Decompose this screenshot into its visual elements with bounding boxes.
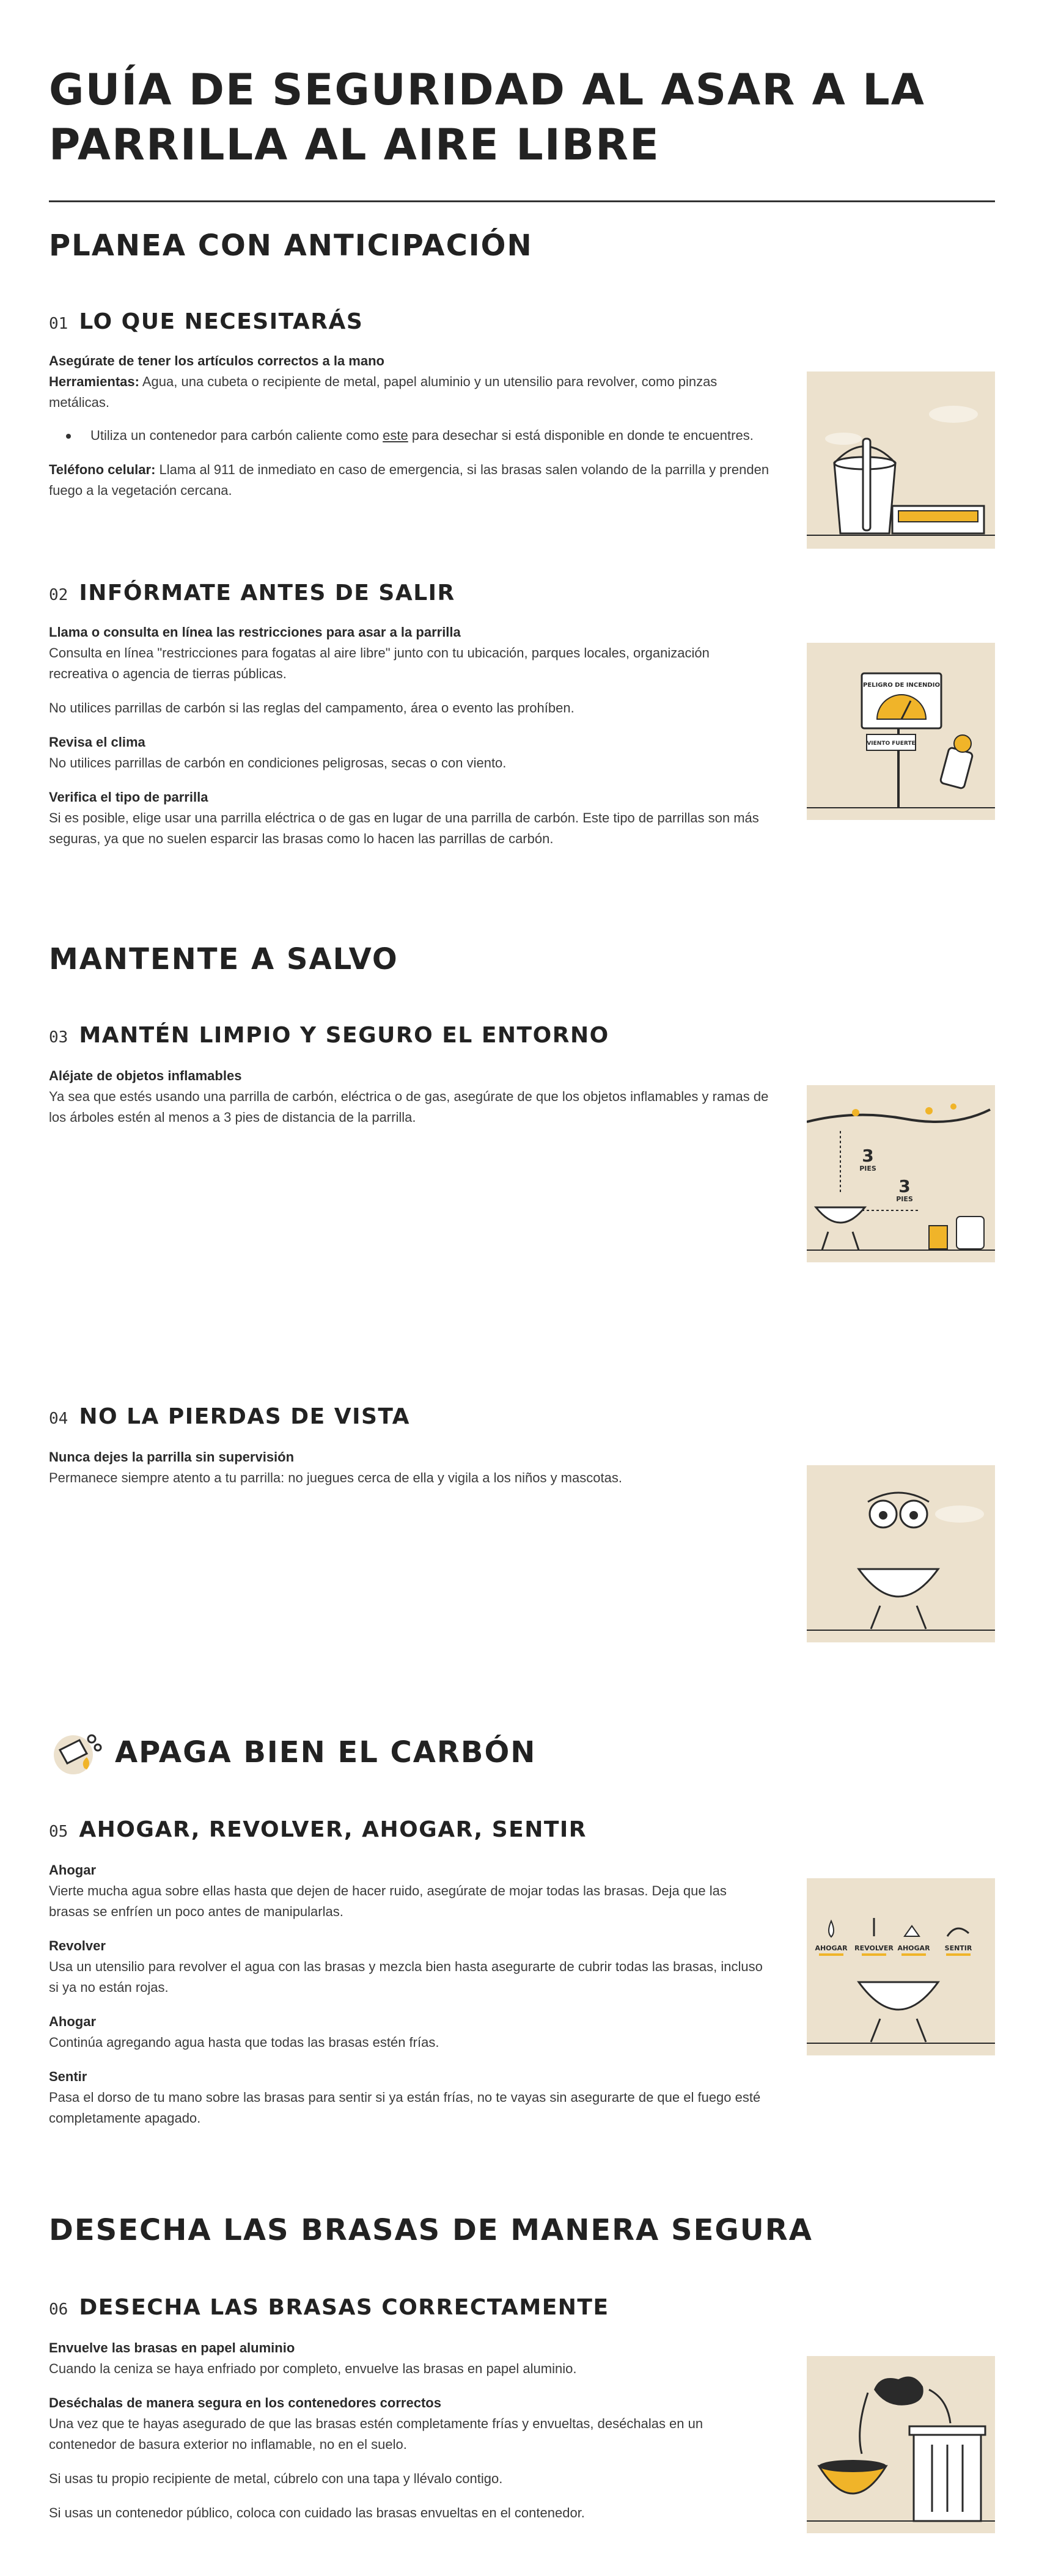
list-item	[49, 425, 770, 446]
icon-label-drown-2: AHOGAR	[897, 1944, 930, 1952]
section-heading-dispose: DESECHA LAS BRASAS DE MANERA SEGURA	[49, 2213, 813, 2247]
stir-text: Usa un utensilio para revolver el agua con las brasas y mezcla bien hasta asegurarte de cubrir todas las brasas, incluso si ya no están rojas.	[49, 1959, 763, 1995]
step-03-text: Ya sea que estés usando una parrilla de carbón, eléctrica o de gas, asegúrate de que los objetos inflamables y ramas de los árboles estén al menos a 3 pies de distancia de la parrilla.	[49, 1089, 769, 1125]
fire-danger-illustration	[807, 643, 995, 826]
step-number: 01	[49, 315, 68, 333]
distance-unit: PIES	[859, 1165, 876, 1173]
extinguish-illustration	[807, 1878, 995, 2062]
step-06-body	[49, 2338, 770, 2537]
feel-label: Sentir	[49, 2069, 87, 2084]
step-number: 04	[49, 1410, 68, 1428]
wrap-text: Cuando la ceniza se haya enfriado por completo, envuelve las brasas en papel aluminio.	[49, 2361, 577, 2376]
step-title: NO LA PIERDAS DE VISTA	[79, 1404, 411, 1429]
step-title: LO QUE NECESITARÁS	[79, 309, 364, 334]
step-05-body	[49, 1860, 770, 2142]
distance-number-2: 3	[898, 1176, 911, 1196]
step-number: 05	[49, 1823, 68, 1841]
icon-label-stir: REVOLVER	[854, 1944, 894, 1952]
step-04-heading	[49, 1404, 410, 1429]
weather-label: Revisa el clima	[49, 734, 145, 750]
step-title: AHOGAR, REVOLVER, AHOGAR, SENTIR	[79, 1817, 587, 1842]
drown-text: Vierte mucha agua sobre ellas hasta que dejen de hacer ruido, asegúrate de mojar todas las brasas. Deja que las brasas se enfríen un poco antes de manipularlas.	[49, 1883, 727, 1919]
own-container-text: Si usas tu propio recipiente de metal, cúbrelo con una tapa y llévalo contigo.	[49, 2471, 503, 2486]
page-title: GUÍA DE SEGURIDAD AL ASAR A LA PARRILLA AL AIRE LIBRE	[49, 65, 925, 170]
step-number: 03	[49, 1028, 68, 1047]
step-title: MANTÉN LIMPIO Y SEGURO EL ENTORNO	[79, 1023, 609, 1048]
public-container-text: Si usas un contenedor público, coloca con cuidado las brasas envueltas en el contenedor.	[49, 2505, 585, 2520]
step-05-heading	[49, 1817, 587, 1842]
section-heading-safe: MANTENTE A SALVO	[49, 942, 398, 976]
supervision-illustration	[807, 1465, 995, 1648]
step-03-body	[49, 1066, 770, 1141]
icon-label-drown: AHOGAR	[815, 1944, 848, 1952]
step-01-heading	[49, 309, 363, 334]
step-02-lead: Llama o consulta en línea las restricciones para asar a la parrilla	[49, 624, 461, 640]
phone-label: Teléfono celular:	[49, 462, 156, 477]
drown-again-label: Ahogar	[49, 2014, 96, 2029]
step-03-heading	[49, 1023, 609, 1048]
coals-icon	[49, 1728, 105, 1777]
sign-title: PELIGRO DE INCENDIO	[863, 682, 940, 689]
tools-list	[49, 425, 770, 446]
step-03-lead: Aléjate de objetos inflamables	[49, 1068, 242, 1083]
bullet-text: Utiliza un contenedor para carbón caliente como	[90, 428, 383, 443]
icon-label-feel: SENTIR	[944, 1944, 972, 1952]
step-title: DESECHA LAS BRASAS CORRECTAMENTE	[79, 2295, 609, 2320]
sign-sub: VIENTO FUERTE	[867, 741, 916, 747]
tools-text: Agua, una cubeta o recipiente de metal, papel aluminio y un utensilio para revolver, como pinzas metálicas.	[49, 374, 718, 410]
grill-type-text: Si es posible, elige usar una parrilla eléctrica o de gas en lugar de una parrilla de carbón. Este tipo de parrillas son más seguras, ya que no suelen esparcir las brasas como lo hacen las parrillas de carbón.	[49, 810, 759, 846]
disposal-illustration	[807, 2356, 995, 2539]
dispose-text: Una vez que te hayas asegurado de que las brasas estén completamente frías y envueltas, deséchalas en un contenedor de basura exterior no inflamable, no en el suelo.	[49, 2416, 703, 2452]
title-divider	[49, 200, 995, 202]
step-04-body	[49, 1447, 770, 1502]
section-heading-plan: PLANEA CON ANTICIPACIÓN	[49, 229, 533, 263]
step-02-text: Consulta en línea "restricciones para fogatas al aire libre" junto con tu ubicación, parques locales, organización recreativa o agencia de tierras públicas.	[49, 645, 710, 681]
stir-label: Revolver	[49, 1938, 106, 1953]
step-04-text: Permanece siempre atento a tu parrilla: no juegues cerca de ella y vigila a los niños y mascotas.	[49, 1470, 622, 1485]
distance-illustration	[807, 1085, 995, 1268]
step-01-body	[49, 351, 770, 514]
wrap-label: Envuelve las brasas en papel aluminio	[49, 2340, 295, 2355]
dispose-label: Deséchalas de manera segura en los contenedores correctos	[49, 2395, 441, 2410]
drown-label: Ahogar	[49, 1862, 96, 1878]
container-link[interactable]: este	[383, 428, 408, 443]
feel-text: Pasa el dorso de tu mano sobre las brasas para sentir si ya están frías, no te vayas sin asegurarte de que el fuego esté completamente apagado.	[49, 2090, 761, 2126]
step-number: 02	[49, 586, 68, 604]
safety-guide-page	[49, 0, 995, 2576]
section-heading-extinguish: APAGA BIEN EL CARBÓN	[115, 1735, 537, 1769]
step-06-heading	[49, 2295, 609, 2320]
drown-again-text: Continúa agregando agua hasta que todas las brasas estén frías.	[49, 2035, 439, 2050]
step-02-heading	[49, 580, 455, 606]
bullet-text-end: para desechar si está disponible en donde te encuentres.	[408, 428, 754, 443]
grill-type-label: Verifica el tipo de parrilla	[49, 789, 208, 805]
step-title: INFÓRMATE ANTES DE SALIR	[79, 580, 455, 606]
step-02-body	[49, 622, 770, 863]
step-02-rule: No utilices parrillas de carbón si las reglas del campamento, área o evento las prohíben.	[49, 700, 575, 715]
tools-illustration	[807, 371, 995, 555]
step-number: 06	[49, 2300, 68, 2319]
weather-text: No utilices parrillas de carbón en condiciones peligrosas, secas o con viento.	[49, 755, 507, 770]
step-04-lead: Nunca dejes la parrilla sin supervisión	[49, 1449, 295, 1465]
distance-number: 3	[862, 1146, 874, 1166]
distance-unit-2: PIES	[896, 1195, 913, 1203]
tools-label: Herramientas:	[49, 374, 139, 389]
phone-text: Llama al 911 de inmediato en caso de emergencia, si las brasas salen volando de la parrilla y prenden fuego a la vegetación cercana.	[49, 462, 769, 498]
step-01-lead: Asegúrate de tener los artículos correctos a la mano	[49, 353, 384, 368]
